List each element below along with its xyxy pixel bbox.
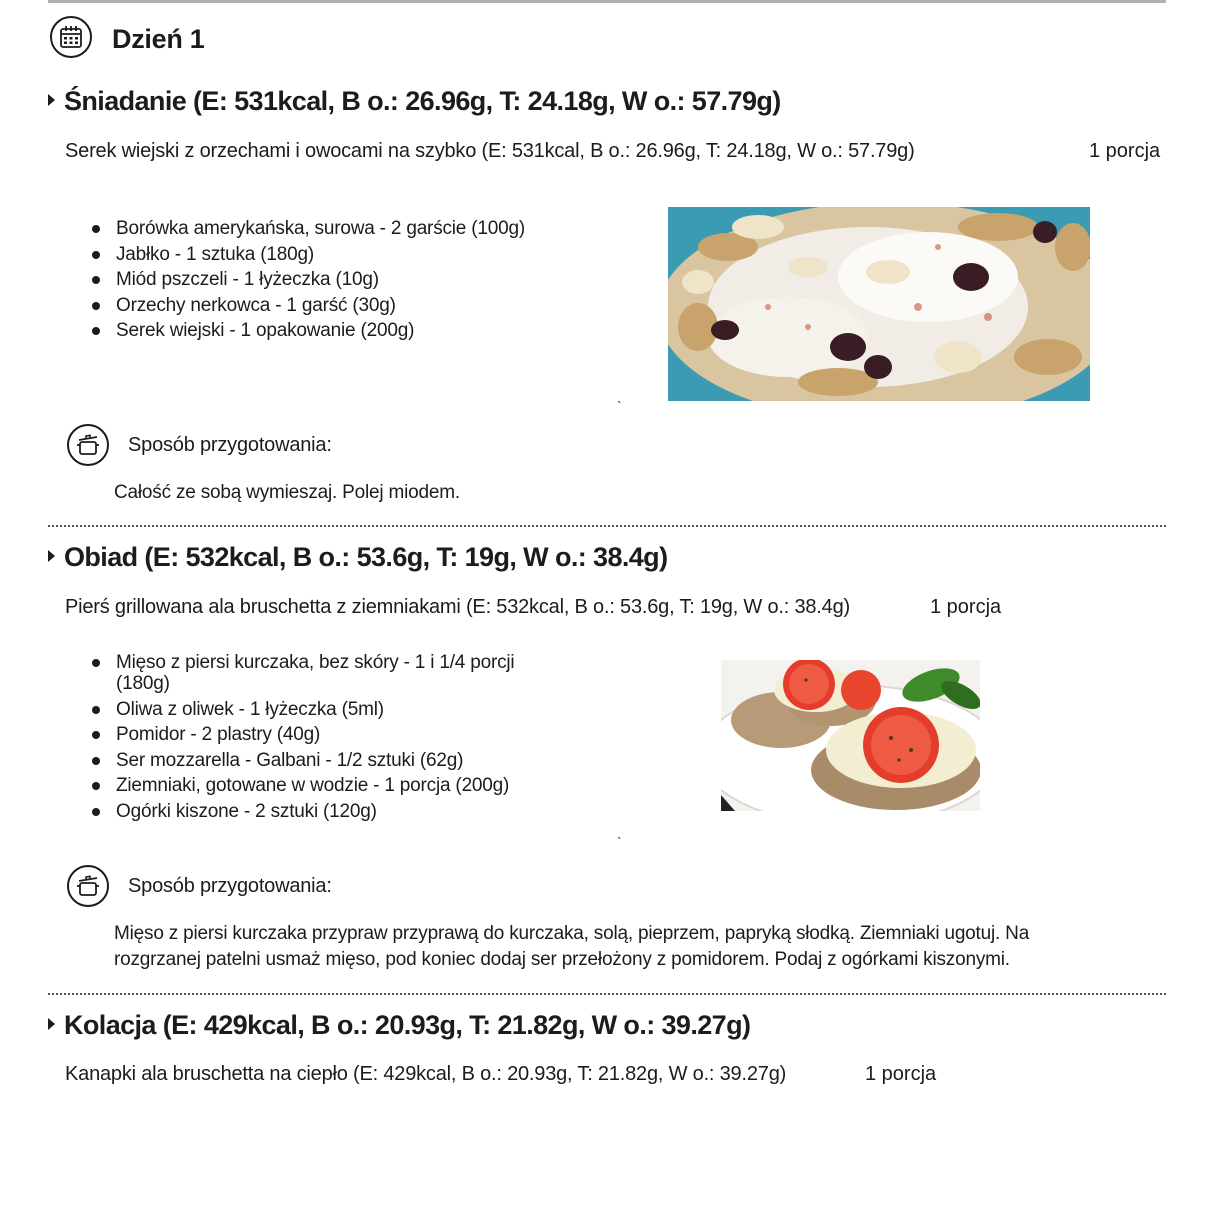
ingredient-list-lunch <box>92 652 542 826</box>
portion-breakfast: 1 porcja <box>1089 140 1161 162</box>
caret-right-icon <box>48 1018 55 1030</box>
list-item: Pomidor - 2 plastry (40g) <box>92 724 542 745</box>
recipe-name-lunch: Pierś grillowana ala bruschetta z ziemniakami (E: 532kcal, B o.: 53.6g, T: 19g, W o.: 38.4g) <box>65 596 850 618</box>
tick-mark: ` <box>617 834 622 850</box>
list-item: Ser mozzarella - Galbani - 1/2 sztuki (62g) <box>92 750 542 771</box>
meal-divider <box>48 525 1166 527</box>
cooking-pot-icon <box>67 865 109 907</box>
top-divider <box>48 0 1166 3</box>
list-item: Borówka amerykańska, surowa - 2 garście (100g) <box>92 218 562 239</box>
calendar-icon <box>50 16 92 58</box>
lunch-photo <box>721 660 980 811</box>
meal-header-lunch[interactable]: Obiad (E: 532kcal, B o.: 53.6g, T: 19g, W o.: 38.4g) <box>48 542 667 573</box>
portion-lunch: 1 porcja <box>930 596 1002 618</box>
meal-header-breakfast[interactable]: Śniadanie (E: 531kcal, B o.: 26.96g, T: 24.18g, W o.: 57.79g) <box>48 86 781 117</box>
portion-dinner: 1 porcja <box>865 1063 937 1085</box>
meal-header-dinner[interactable]: Kolacja (E: 429kcal, B o.: 20.93g, T: 21.82g, W o.: 39.27g) <box>48 1010 750 1041</box>
ingredient-list-breakfast <box>92 218 562 346</box>
prep-label-breakfast: Sposób przygotowania: <box>128 434 332 456</box>
day-title: Dzień 1 <box>112 24 205 54</box>
list-item: Miód pszczeli - 1 łyżeczka (10g) <box>92 269 562 290</box>
list-item: Ogórki kiszone - 2 sztuki (120g) <box>92 801 542 822</box>
list-item: Serek wiejski - 1 opakowanie (200g) <box>92 320 562 341</box>
list-item: Ziemniaki, gotowane w wodzie - 1 porcja (200g) <box>92 775 542 796</box>
list-item: Mięso z piersi kurczaka, bez skóry - 1 i 1/4 porcji (180g) <box>92 652 542 694</box>
list-item: Jabłko - 1 sztuka (180g) <box>92 244 562 265</box>
breakfast-photo <box>668 207 1090 401</box>
prep-label-lunch: Sposób przygotowania: <box>128 875 332 897</box>
caret-right-icon <box>48 94 55 106</box>
recipe-name-dinner: Kanapki ala bruschetta na ciepło (E: 429kcal, B o.: 20.93g, T: 21.82g, W o.: 39.27g) <box>65 1063 787 1085</box>
list-item: Orzechy nerkowca - 1 garść (30g) <box>92 295 562 316</box>
meal-divider <box>48 993 1166 995</box>
list-item: Oliwa z oliwek - 1 łyżeczka (5ml) <box>92 699 542 720</box>
prep-text-lunch: Mięso z piersi kurczaka przypraw przyprawą do kurczaka, solą, pieprzem, papryką słodką. Ziemniaki ugotuj. Na rozgrzanej patelni usmaż mięso, pod koniec dodaj ser przełożony z pomidorem. Podaj z ogórkami kiszonymi. <box>114 923 1030 970</box>
cooking-pot-icon <box>67 424 109 466</box>
tick-mark: ` <box>617 398 622 414</box>
caret-right-icon <box>48 550 55 562</box>
recipe-name-breakfast: Serek wiejski z orzechami i owocami na szybko (E: 531kcal, B o.: 26.96g, T: 24.18g, W o.: 57.79g) <box>65 140 915 162</box>
prep-text-breakfast: Całość ze sobą wymieszaj. Polej miodem. <box>114 482 460 503</box>
